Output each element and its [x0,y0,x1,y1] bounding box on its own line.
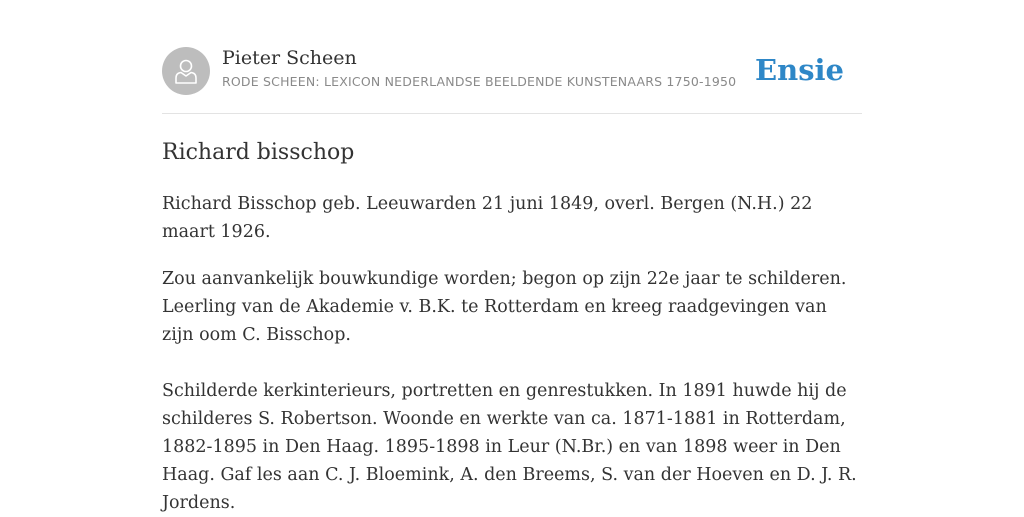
paragraph: Richard Bisschop geb. Leeuwarden 21 juni 1849, overl. Bergen (N.H.) 22 maart 1926. [162,194,813,242]
entry-body [162,190,862,517]
entry-title: Richard bisschop [162,140,355,165]
header-divider [162,113,862,114]
author-name-link[interactable]: Pieter Scheen [222,47,357,69]
paragraph: Schilderde kerkinterieurs, portretten en genrestukken. In 1891 huwde hij de schilderes S. Robertson. Woonde en werkte van ca. 1871-1881 in Rotterdam, 1882-1895 in Den Haag. 1895-1898 in Leur (N.Br.) en van 1898 weer in Den Haag. Gaf les aan C. J. Bloemink, A. den Breems, S. van der Hoeven en D. J. R. Jordens. [162,381,857,513]
paragraph: Zou aanvankelijk bouwkundige worden; begon op zijn 22e jaar te schilderen. Leerling van de Akademie v. B.K. te Rotterdam en kreeg raadgevingen van zijn oom C. Bisschop. [162,269,847,345]
user-icon [174,58,198,84]
brand-logo[interactable]: Ensie [755,53,844,87]
source-title-link[interactable]: RODE SCHEEN: LEXICON NEDERLANDSE BEELDENDE KUNSTENAARS 1750-1950 [222,74,737,89]
author-avatar[interactable] [162,47,210,95]
entry-header [162,46,862,96]
